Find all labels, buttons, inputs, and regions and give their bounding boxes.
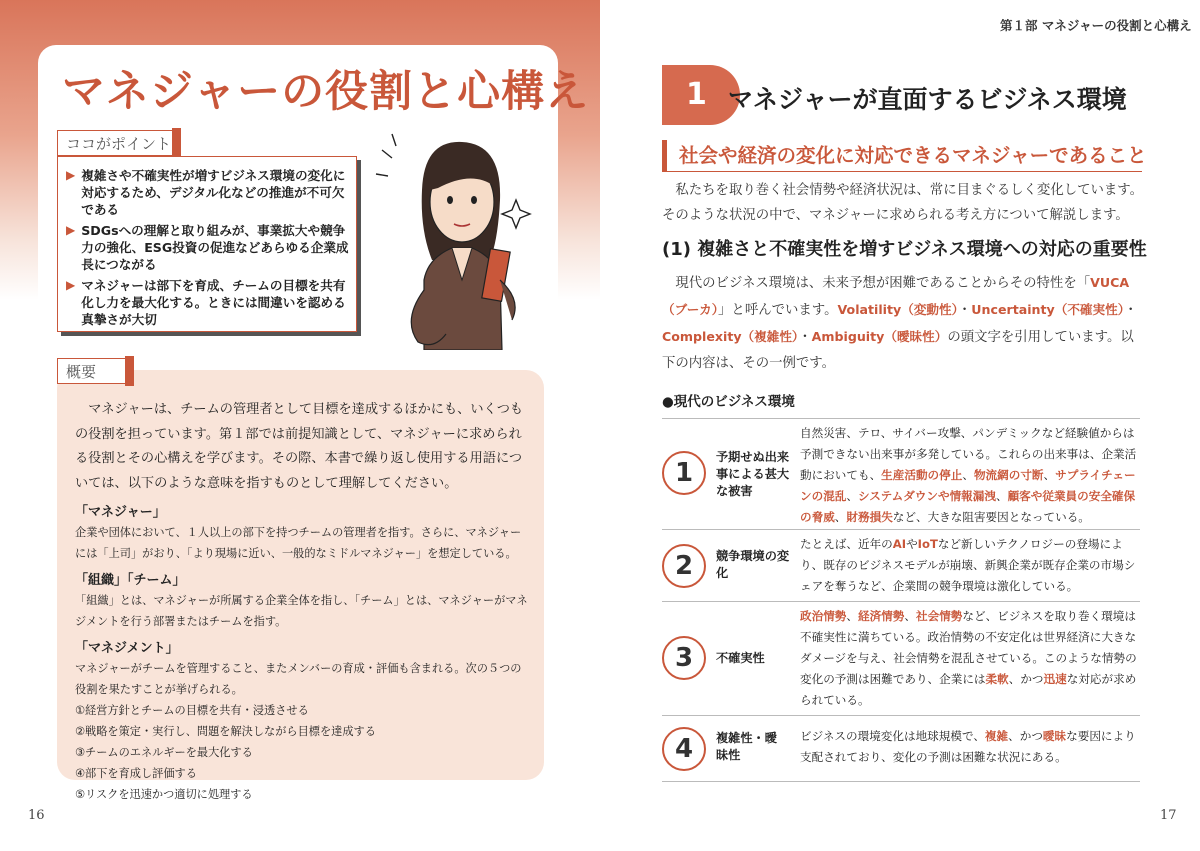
- row-label: 競争環境の変化: [716, 549, 790, 580]
- separator: ・: [798, 330, 812, 345]
- row-number-circle: 2: [662, 544, 706, 588]
- row-description: [800, 726, 1142, 768]
- role-item: ①経営方針とチームの目標を共有・浸透させる: [75, 704, 309, 717]
- separator: ・: [1124, 303, 1138, 318]
- chapter-title: マネジャーの役割と心構え: [62, 67, 590, 117]
- highlight-term: 迅速: [1043, 672, 1067, 686]
- role-item: ③チームのエネルギーを最大化する: [75, 746, 253, 759]
- highlight-term: AI: [892, 537, 907, 551]
- description-text: 、: [846, 489, 858, 503]
- term-text: 「組織」とは、マネジャーが所属する企業全体を指し、「チーム」とは、マネジャーがマネジメントを行う部署またはチームを指す。: [75, 594, 528, 628]
- highlight-ambiguity: Ambiguity（曖昧性）: [811, 329, 948, 344]
- page-number-right: 17: [1160, 808, 1177, 823]
- highlight-term: IoT: [917, 537, 938, 551]
- overview-box: [57, 370, 544, 801]
- term-text: 企業や団体において、１人以上の部下を持つチームの管理者を指す。さらに、マネジャーには「上司」がおり、「より現場に近い、一般的なミドルマネジャー」を想定している。: [75, 526, 522, 560]
- body-text: 現代のビジネス環境は、未来予想が困難であることからその特性を「: [675, 276, 1091, 291]
- highlight-uncertainty: Uncertainty（不確実性）: [971, 302, 1124, 317]
- role-item: ②戦略を策定・実行し、問題を解決しながら目標を達成する: [75, 725, 376, 738]
- overview-label-text: 概要: [66, 363, 97, 381]
- highlight-vuca: VUCA（ブーカ）: [662, 275, 1130, 317]
- section-number-badge: 1: [662, 65, 740, 125]
- description-text: 、: [962, 468, 974, 482]
- description-text: 、かつ: [1008, 672, 1044, 686]
- key-point: [66, 222, 350, 273]
- highlight-term: 曖昧: [1042, 729, 1067, 743]
- description-text: 、: [834, 510, 847, 524]
- key-points-box: [57, 156, 357, 332]
- vuca-paragraph: [662, 270, 1144, 377]
- body-text: 」と呼んでいます。: [718, 303, 838, 318]
- section-title: マネジャーが直面するビジネス環境: [728, 85, 1127, 114]
- key-point-text: 複雑さや不確実性が増すビジネス環境の変化に対応するため、デジタル化などの推進が不可欠である: [81, 168, 346, 217]
- heading-3: (1) 複雑さと不確実性を増すビジネス環境への対応の重要性: [662, 239, 1147, 260]
- key-point: [66, 167, 350, 218]
- overview-label: [57, 358, 127, 384]
- description-text: など、大きな阻害要因となっている。: [892, 510, 1090, 524]
- table-row: [662, 529, 1140, 601]
- term-heading: 「マネジャー」: [75, 505, 166, 520]
- row-description: [800, 534, 1142, 597]
- description-text: など新しいテクノロジーの登場により、既存のビジネスモデルが崩壊、新興企業が既存企業の市場シェアを奪うなど、企業間の競争環境は激化している。: [800, 537, 1136, 593]
- highlight-term: システムダウンや情報漏洩: [858, 489, 996, 503]
- description-text: たとえば、近年の: [800, 537, 893, 551]
- row-number-circle: 3: [662, 636, 706, 680]
- businesswoman-illustration: [362, 130, 554, 350]
- triangle-bullet-icon: ▶: [66, 278, 76, 292]
- role-item: ⑤リスクを迅速かつ適切に処理する: [75, 788, 253, 801]
- row-description: [800, 606, 1142, 711]
- row-number-circle: 4: [662, 727, 706, 771]
- description-text: 、: [1043, 468, 1056, 482]
- key-point-text: マネジャーは部下を育成、チームの目標を共有化し力を最大化する。ときには間違いを認める真摯さが大切: [81, 278, 346, 327]
- description-text: 自然災害、テロ、サイバー攻撃、パンデミックなど経験値からは予測できない出来事が多発している。これらの出来事は、企業活動においても、: [800, 426, 1137, 482]
- description-text: 、かつ: [1008, 729, 1043, 743]
- key-point-text: SDGsへの理解と取り組みが、事業拡大や競争力の強化、ESG投資の促進などあらゆる企業成長につながる: [81, 223, 349, 272]
- running-head: 第１部 マネジャーの役割と心構え: [1000, 18, 1192, 33]
- row-label: 複雑性・曖昧性: [716, 731, 777, 762]
- description-text: など、ビジネスを取り巻く環境は不確実性に満ちている。政治情勢の不安定化は世界経済に大きなダメージを与え、社会情勢を混乱させている。このような情勢の変化の予測は困難であり、企業には: [800, 609, 1137, 686]
- separator: ・: [957, 303, 972, 318]
- highlight-volatility: Volatility（変動性）: [837, 302, 958, 317]
- row-description: [800, 423, 1142, 528]
- label-tab: [125, 356, 134, 386]
- key-point: [66, 277, 350, 328]
- highlight-term: 財務損失: [846, 510, 893, 524]
- highlight-term: サプライチェーンの混乱: [800, 468, 1136, 503]
- list-heading: ●現代のビジネス環境: [662, 394, 795, 410]
- highlight-term: 政治情勢: [800, 609, 847, 623]
- description-text: 、: [995, 489, 1008, 503]
- point-label: [57, 130, 174, 156]
- page-number-left: 16: [28, 808, 45, 823]
- description-text: ビジネスの環境変化は地球規模で、: [800, 729, 985, 743]
- table-row: [662, 418, 1140, 529]
- table-row: [662, 715, 1140, 782]
- description-text: な要因により支配されており、変化の予測は困難な状況にある。: [800, 729, 1136, 764]
- row-label: 予期せぬ出来事による甚大な被害: [716, 450, 790, 498]
- label-tab: [172, 128, 181, 158]
- overview-intro: マネジャーは、チームの管理者として目標を達成するほかにも、いくつもの役割を担っています。第１部では前提知識として、マネジャーに求められる役割とその心構えを学びます。その際、本書で繰り返し使用する用語については、以下のような意味を指すものとして理解してください。: [75, 402, 524, 491]
- point-label-text: ココがポイント: [66, 135, 172, 153]
- highlight-term: 社会情勢: [916, 609, 963, 623]
- highlight-term: 経済情勢: [858, 609, 905, 623]
- highlight-term: 顧客や従業員の安全確保の脅威: [800, 489, 1136, 524]
- intro-paragraph: 私たちを取り巻く社会情勢や経済状況は、常に目まぐるしく変化しています。そのような状況の中で、マネジャーに求められる考え方について解説します。: [662, 183, 1143, 223]
- highlight-term: 物流網の寸断: [973, 468, 1044, 482]
- description-text: 、: [846, 609, 858, 623]
- highlight-term: 生産活動の停止: [881, 468, 963, 482]
- body-text: の頭文字を引用しています。以下の内容は、その一例です。: [662, 330, 1134, 371]
- triangle-bullet-icon: ▶: [66, 223, 76, 237]
- row-label: 不確実性: [716, 651, 765, 665]
- term-heading: 「組織」「チーム」: [75, 573, 186, 588]
- description-text: や: [906, 537, 918, 551]
- triangle-bullet-icon: ▶: [66, 168, 76, 182]
- description-text: な対応が求められている。: [800, 672, 1137, 707]
- term-heading: 「マネジメント」: [75, 641, 179, 656]
- description-text: 、: [904, 609, 916, 623]
- role-item: ④部下を育成し評価する: [75, 767, 197, 780]
- table-row: [662, 601, 1140, 715]
- subsection-title: 社会や経済の変化に対応できるマネジャーであること: [662, 140, 1142, 172]
- environment-table: [662, 418, 1140, 782]
- highlight-term: 柔軟: [985, 672, 1009, 686]
- row-number-circle: 1: [662, 451, 706, 495]
- term-text: マネジャーがチームを管理すること、またメンバーの育成・評価も含まれる。次の５つの役割を果たすことが挙げられる。: [75, 662, 522, 696]
- highlight-term: 複雑: [984, 729, 1009, 743]
- highlight-complexity: Complexity（複雑性）: [662, 329, 799, 344]
